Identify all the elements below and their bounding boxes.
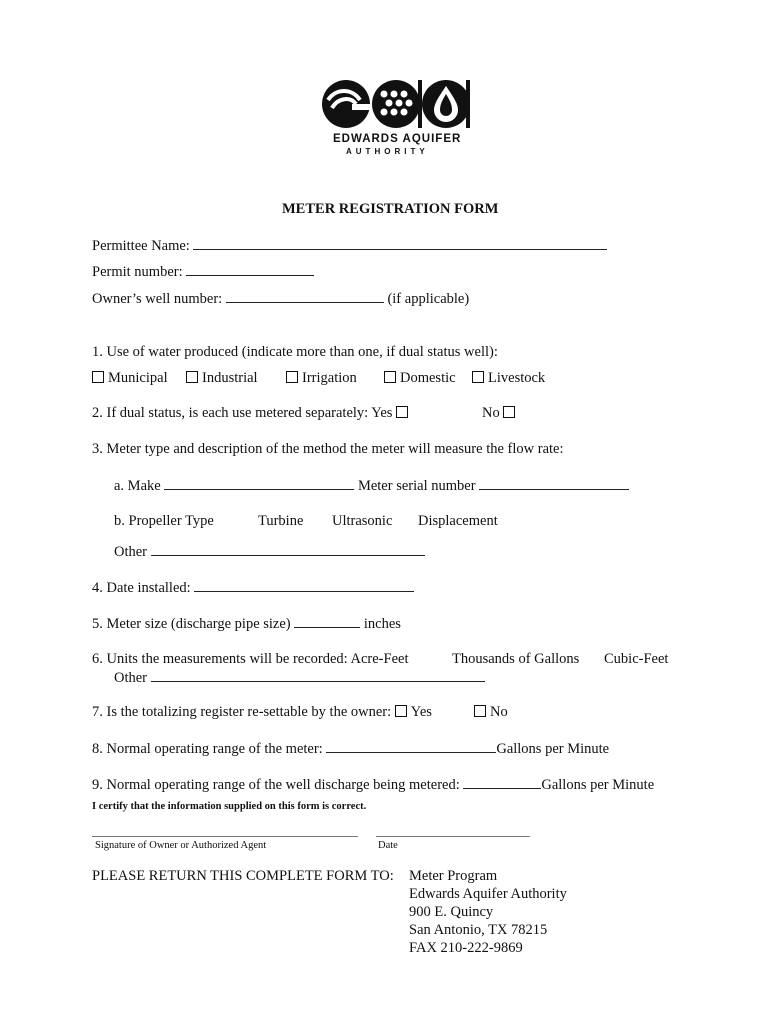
q6-other-field[interactable]	[151, 669, 485, 682]
domestic-option	[384, 370, 456, 387]
q5-row	[92, 615, 401, 633]
q9-text: 9. Normal operating range of the well discharge being metered:	[92, 777, 460, 793]
meter-range-field[interactable]	[326, 740, 496, 753]
q9-units: Gallons per Minute	[541, 777, 655, 793]
q3b-label: b. Propeller Type	[114, 513, 214, 529]
q7-no-label: No	[490, 704, 508, 720]
logo-line1: EDWARDS AQUIFER	[333, 133, 462, 145]
q2-no-label: No	[482, 405, 500, 421]
permittee-row	[92, 237, 607, 255]
turbine-label: Turbine	[258, 513, 304, 529]
signature-label: Signature of Owner or Authorized Agent	[95, 840, 267, 851]
municipal-label: Municipal	[108, 370, 168, 386]
q8-text: 8. Normal operating range of the meter:	[92, 741, 323, 757]
q7-row	[92, 704, 432, 721]
permit-row	[92, 263, 314, 281]
meter-size-field[interactable]	[294, 615, 360, 628]
q4-row	[92, 579, 414, 597]
q4-text: 4. Date installed:	[92, 580, 191, 596]
livestock-checkbox[interactable]	[472, 371, 484, 383]
ultrasonic-label: Ultrasonic	[332, 513, 393, 529]
certify-statement: I certify that the information supplied on this form is correct.	[92, 801, 367, 812]
industrial-option	[186, 370, 258, 387]
q6-cubic: Cubic-Feet	[604, 651, 669, 667]
address-line4: San Antonio, TX 78215	[409, 922, 548, 938]
displacement-label: Displacement	[418, 513, 498, 529]
q7-no-option	[474, 704, 508, 721]
address-line5: FAX 210-222-9869	[409, 940, 523, 956]
permit-number-field[interactable]	[186, 263, 314, 276]
irrigation-label: Irrigation	[302, 370, 357, 386]
permittee-label: Permittee Name:	[92, 238, 190, 254]
q2-no-option	[482, 405, 519, 422]
permittee-name-field[interactable]	[193, 237, 607, 250]
date-field[interactable]	[376, 836, 530, 837]
q7-no-checkbox[interactable]	[474, 705, 486, 717]
q5-units: inches	[363, 616, 401, 632]
q3-text: 3. Meter type and description of the method the meter will measure the flow rate:	[92, 441, 564, 457]
form-title: METER REGISTRATION FORM	[282, 201, 499, 217]
domestic-label: Domestic	[400, 370, 456, 386]
make-field[interactable]	[164, 477, 354, 490]
q6-thousands: Thousands of Gallons	[452, 651, 580, 667]
q8-row	[92, 740, 609, 758]
make-label: a. Make	[114, 478, 161, 494]
owners-well-field[interactable]	[226, 290, 384, 303]
q2-text: 2. If dual status, is each use metered separately:	[92, 405, 369, 421]
return-label: PLEASE RETURN THIS COMPLETE FORM TO:	[92, 868, 394, 884]
eaa-logo-icon	[322, 78, 470, 130]
q3-other-field[interactable]	[151, 543, 425, 556]
industrial-checkbox[interactable]	[186, 371, 198, 383]
q2-row	[92, 405, 412, 422]
q5-text: 5. Meter size (discharge pipe size)	[92, 616, 291, 632]
q3-other-label: Other	[114, 544, 148, 560]
q6-other-row	[114, 669, 485, 687]
q2-yes-checkbox[interactable]	[396, 406, 408, 418]
address-line1: Meter Program	[409, 868, 498, 884]
q6-text: 6. Units the measurements will be recorded: Acre-Feet	[92, 651, 409, 667]
q9-row	[92, 776, 654, 794]
q7-yes-checkbox[interactable]	[395, 705, 407, 717]
q3a-row	[114, 477, 629, 495]
q2-no-checkbox[interactable]	[503, 406, 515, 418]
address-line3: 900 E. Quincy	[409, 904, 494, 920]
owners-well-row	[92, 290, 469, 308]
irrigation-option	[286, 370, 357, 387]
well-discharge-range-field[interactable]	[463, 776, 541, 789]
q1-options	[92, 370, 168, 387]
date-label: Date	[378, 840, 398, 851]
domestic-checkbox[interactable]	[384, 371, 396, 383]
q3-other-row	[114, 543, 425, 561]
q7-text: 7. Is the totalizing register re-settable by the owner:	[92, 704, 392, 720]
signature-field[interactable]	[92, 836, 358, 837]
serial-number-field[interactable]	[479, 477, 629, 490]
logo-line2: AUTHORITY	[346, 147, 429, 156]
q8-units: Gallons per Minute	[496, 741, 610, 757]
permit-label: Permit number:	[92, 264, 183, 280]
address-line2: Edwards Aquifer Authority	[409, 886, 567, 902]
date-installed-field[interactable]	[194, 579, 414, 592]
q1-text: 1. Use of water produced (indicate more than one, if dual status well):	[92, 344, 498, 360]
if-applicable: (if applicable)	[387, 291, 470, 307]
q7-yes-label: Yes	[410, 704, 432, 720]
irrigation-checkbox[interactable]	[286, 371, 298, 383]
industrial-label: Industrial	[202, 370, 258, 386]
livestock-label: Livestock	[488, 370, 546, 386]
livestock-option	[472, 370, 545, 387]
owners-well-label: Owner’s well number:	[92, 291, 223, 307]
serial-label: Meter serial number	[357, 478, 476, 494]
q2-yes-label: Yes	[371, 405, 393, 421]
q6-other-label: Other	[114, 670, 148, 686]
municipal-checkbox[interactable]	[92, 371, 104, 383]
